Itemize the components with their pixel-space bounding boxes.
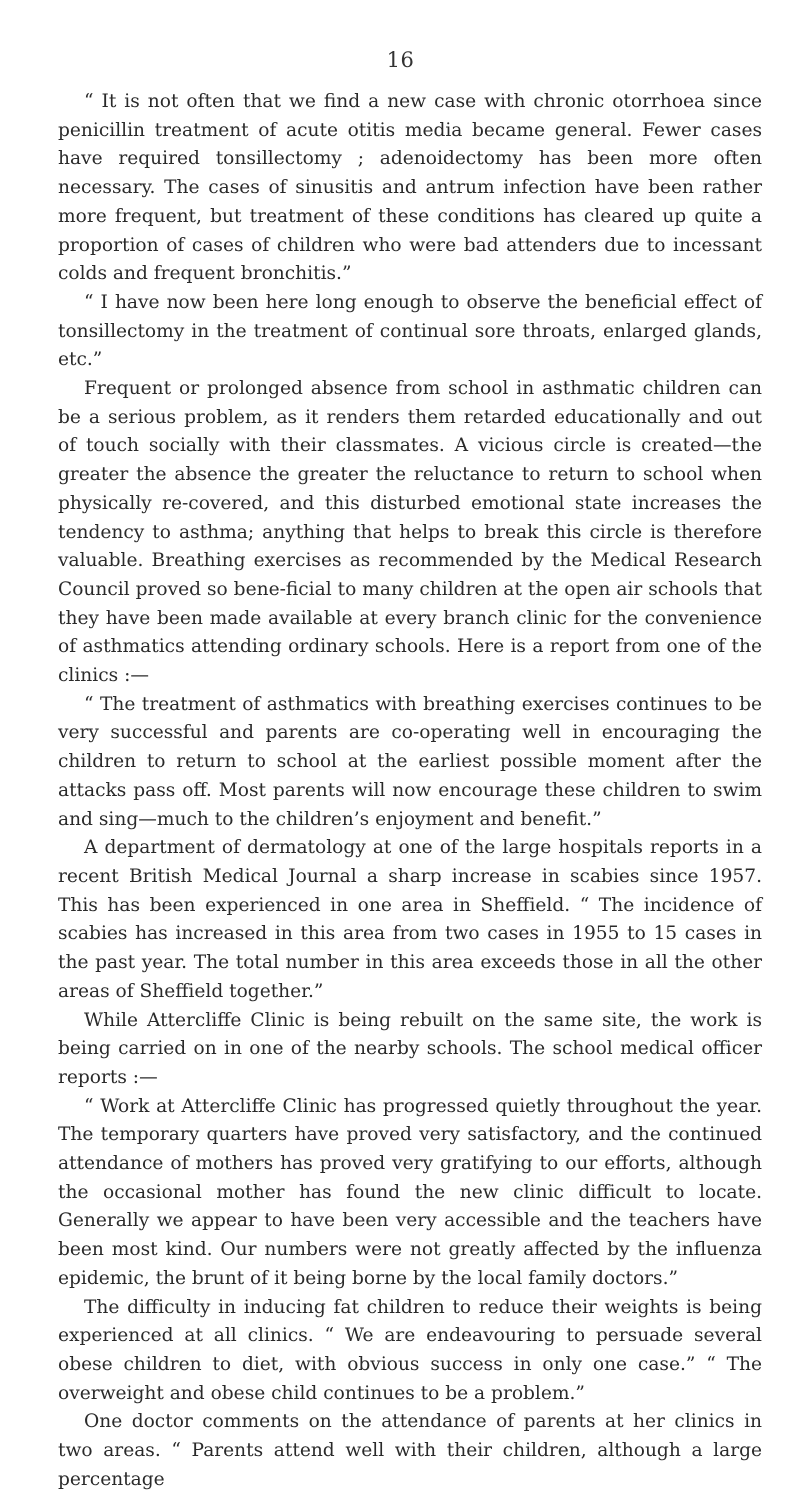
- paragraph-tonsillectomy-quote: “ I have now been here long enough to observe the beneficial effect of tonsillectomy in the treatment of continual sore throats, enlarged glands, etc.”: [58, 291, 762, 371]
- paragraph-asthma-absence: Frequent or prolonged absence from school in asthmatic children can be a serious problem, as it renders them retarded educationally and out of touch socially with their classmates. A vicious circle is created—the greater the absence the greater the reluctance to return to school when physically re-covered, and this disturbed emotional state increases the tendency to asthma; anything that helps to break this circle is therefore valuable. Breathing exercises as recommended by the Medical Research Council proved so bene-ficial to many children at the open air schools that they have been made available at every branch clinic for the convenience of asthmatics attending ordinary schools. Here is a report from one of the clinics :—: [58, 378, 762, 687]
- paragraph-attercliffe-rebuild: While Attercliffe Clinic is being rebuilt on the same site, the work is being carried on in one of the nearby schools. The school medical officer reports :—: [58, 1009, 762, 1088]
- page-number: 16: [386, 48, 415, 72]
- paragraph-otorrhoea-quote: “ It is not often that we find a new case with chronic otorrhoea since penicillin treatment of acute otitis media became general. Fewer cases have required tonsillectomy ; adenoidectomy has been more often necessary. The cases of sinusitis and antrum infection have been rather more frequent, but treatment of these conditions has cleared up quite a proportion of cases of children who were bad attenders due to incessant colds and frequent bronchitis.”: [58, 91, 762, 285]
- paragraph-asthma-clinic-quote: “ The treatment of asthmatics with breathing exercises continues to be very successful and parents are co-operating well in encouraging the children to return to school at the earliest possible moment after the attacks pass off. Most parents will now encourage these children to swim and sing—much to the children’s enjoyment and benefit.”: [58, 693, 762, 830]
- body-text: [58, 88, 762, 1494]
- paragraph-obese-children: The difficulty in inducing fat children to reduce their weights is being experienced at all clinics. “ We are endeavouring to persuade several obese children to diet, with obvious success in only one case.” “ The overweight and obese child continues to be a problem.”: [58, 1296, 762, 1404]
- paragraph-scabies: A department of dermatology at one of the large hospitals reports in a recent British Medical Journal a sharp increase in scabies since 1957. This has been experienced in one area in Sheffield. “ The incidence of scabies has increased in this area from two cases in 1955 to 15 cases in the past year. The total number in this area exceeds those in all the other areas of Sheffield together.”: [58, 837, 762, 1002]
- paragraph-parent-attendance: One doctor comments on the attendance of parents at her clinics in two areas. “ Parents attend well with their children, although a large percentage: [58, 1411, 762, 1490]
- paragraph-attercliffe-quote: “ Work at Attercliffe Clinic has progressed quietly throughout the year. The temporary quarters have proved very satisfactory, and the continued attendance of mothers has proved very gratifying to our efforts, although the occasional mother has found the new clinic difficult to locate. Generally we appear to have been very accessible and the teachers have been most kind. Our numbers were not greatly affected by the influenza epidemic, the brunt of it being borne by the local family doctors.”: [58, 1095, 762, 1289]
